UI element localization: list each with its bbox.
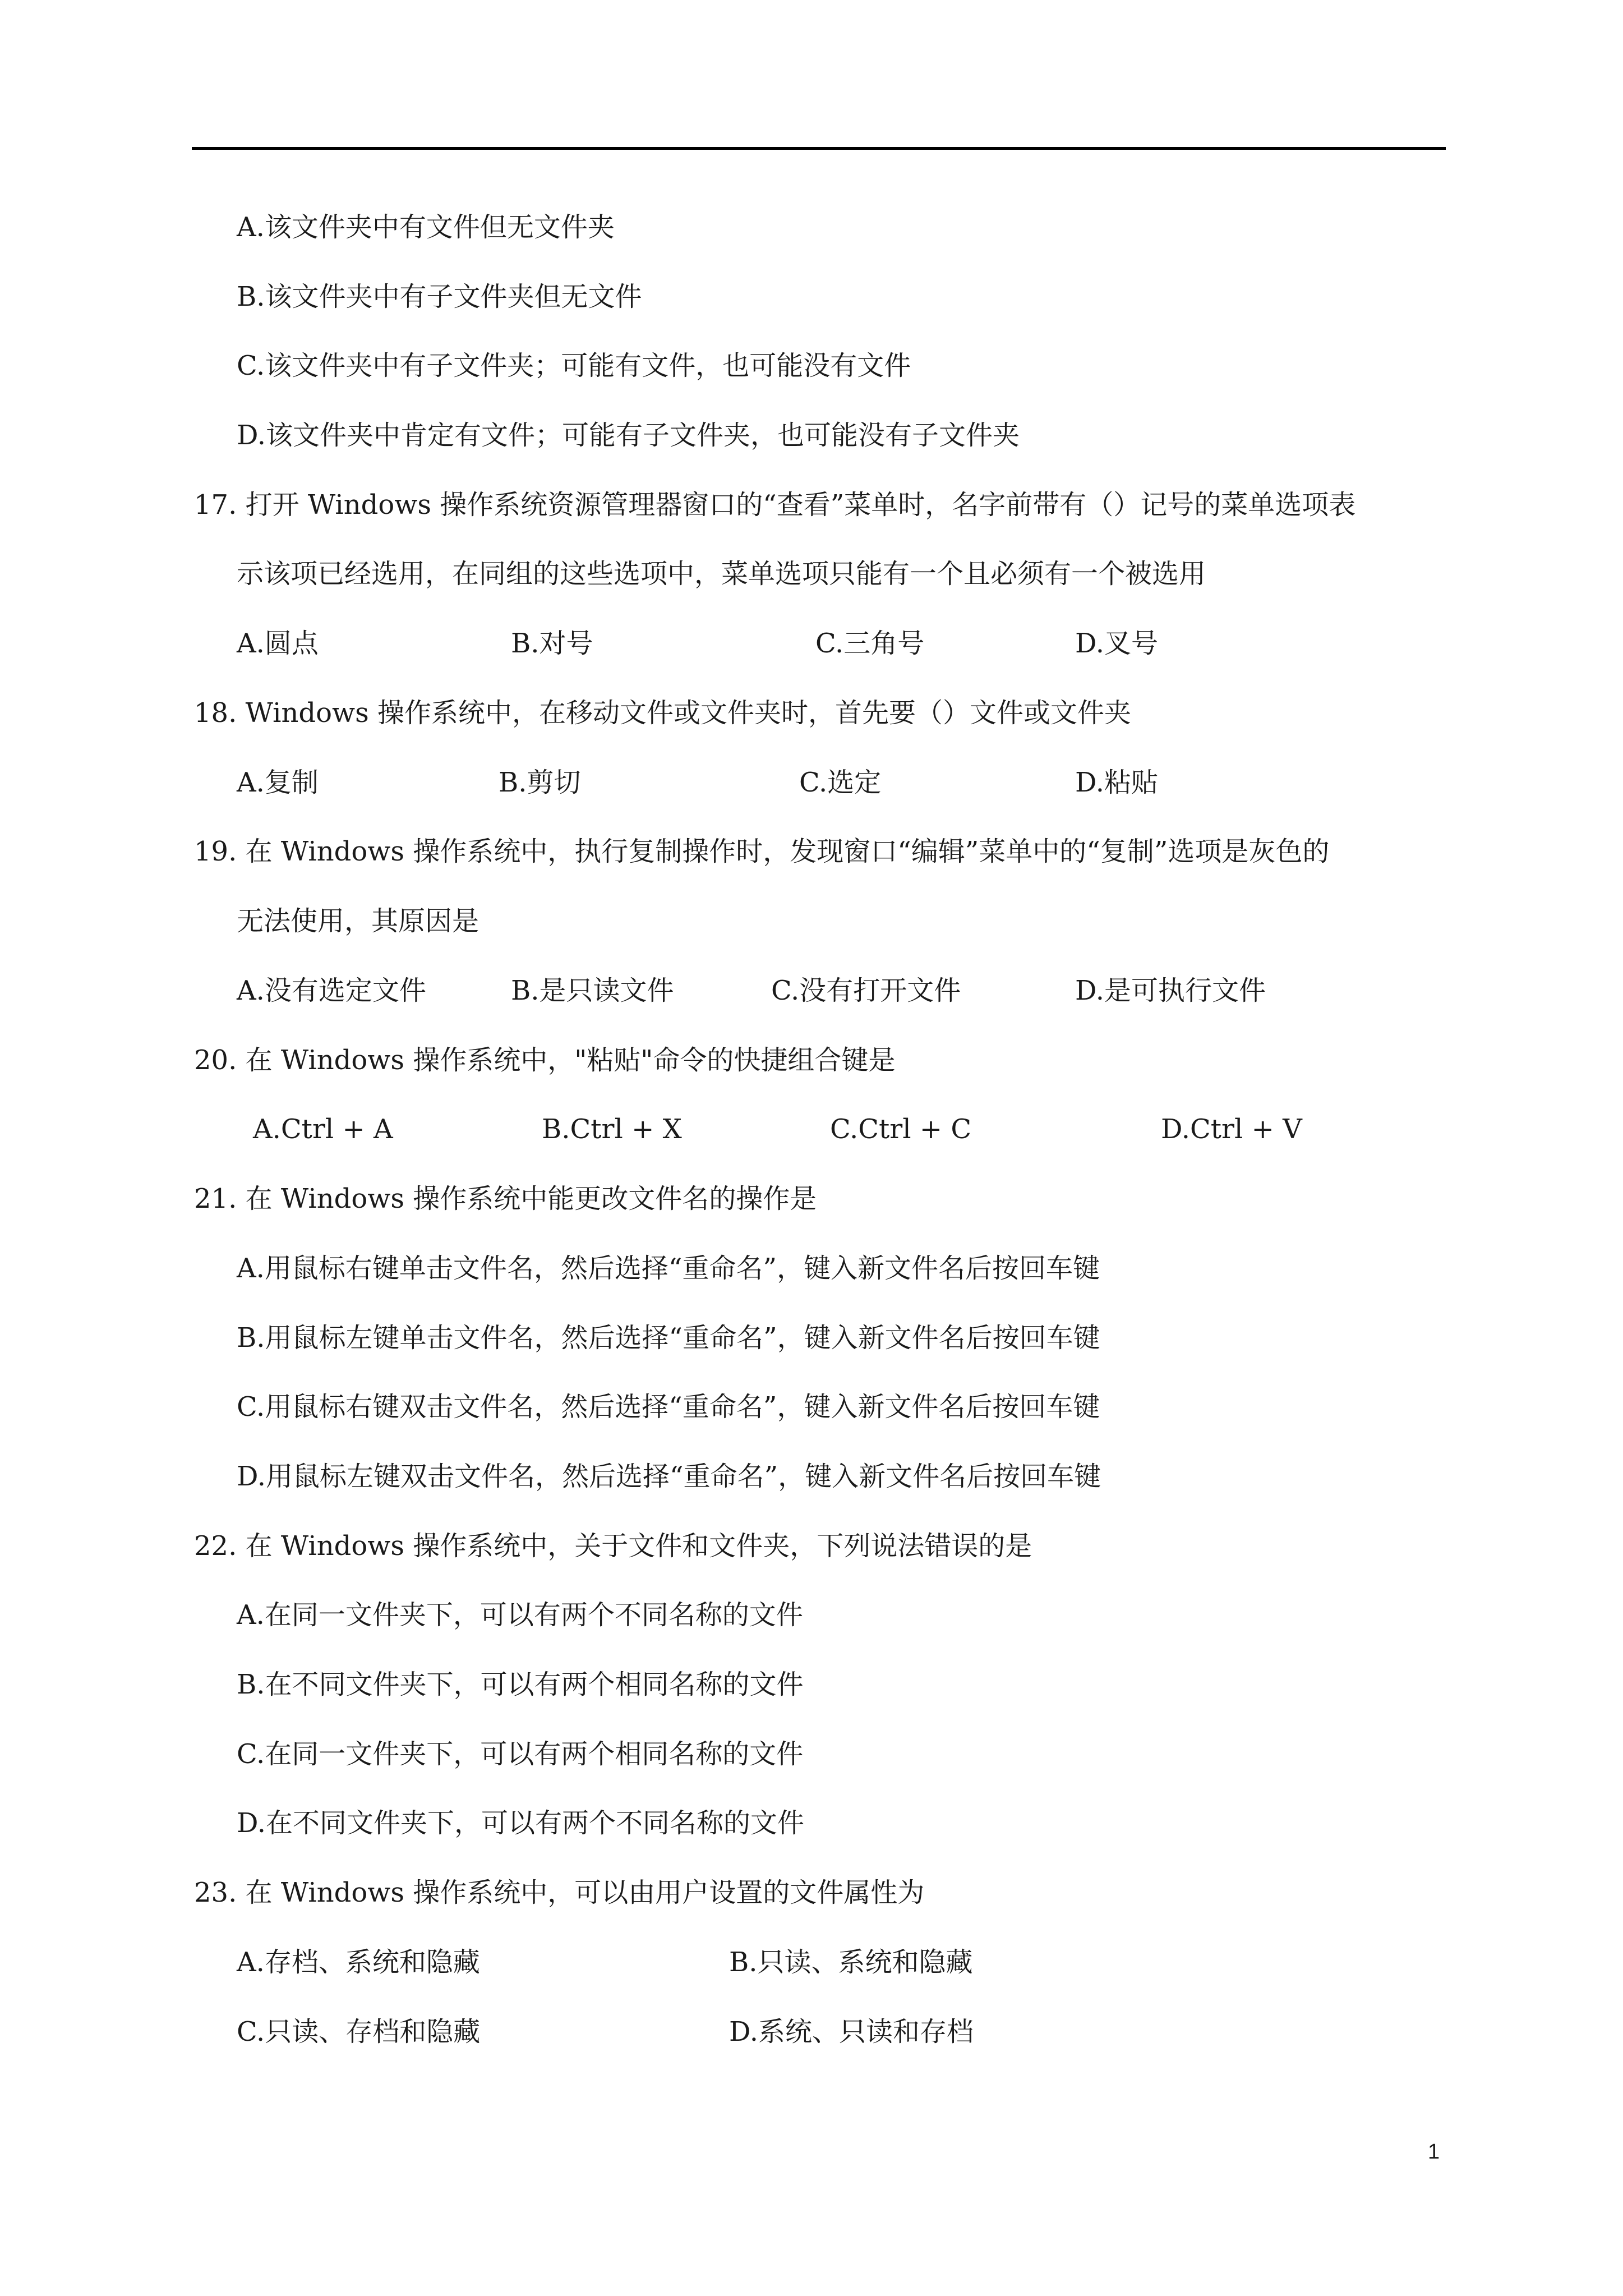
q19-option-b: B.是只读文件 — [511, 975, 674, 1006]
q23-option-c: C.只读、存档和隐藏 — [237, 2016, 481, 2047]
q22-option-d: D.在不同文件夹下，可以有两个不同名称的文件 — [237, 1807, 805, 1839]
q21-option-b: B.用鼠标左键单击文件名，然后选择“重命名”，键入新文件名后按回车键 — [237, 1322, 1100, 1354]
q16-option-b: B.该文件夹中有子文件夹但无文件 — [237, 281, 642, 312]
q17-stem-line1: 17. 打开 Windows 操作系统资源管理器窗口的“查看”菜单时，名字前带有（）记号的菜单选项表 — [194, 489, 1356, 521]
page-number: 1 — [1428, 2140, 1440, 2164]
q21-option-d: D.用鼠标左键双击文件名，然后选择“重命名”，键入新文件名后按回车键 — [237, 1461, 1101, 1492]
q18-option-d: D.粘贴 — [1075, 767, 1159, 798]
q18-option-b: B.剪切 — [499, 767, 581, 798]
q20-stem: 20. 在 Windows 操作系统中，"粘贴"命令的快捷组合键是 — [194, 1045, 896, 1076]
q16-option-d: D.该文件夹中肯定有文件；可能有子文件夹，也可能没有子文件夹 — [237, 420, 1020, 451]
q18-stem: 18. Windows 操作系统中，在移动文件或文件夹时，首先要（）文件或文件夹 — [194, 697, 1131, 729]
header-rule — [192, 147, 1446, 150]
q17-option-b: B.对号 — [511, 628, 593, 659]
q16-option-a: A.该文件夹中有文件但无文件夹 — [237, 211, 615, 243]
q23-option-b: B.只读、系统和隐藏 — [729, 1947, 973, 1978]
q20-option-d: D.Ctrl + V — [1161, 1114, 1302, 1145]
q21-option-c: C.用鼠标右键双击文件名，然后选择“重命名”，键入新文件名后按回车键 — [237, 1391, 1100, 1423]
q20-option-a: A.Ctrl + A — [253, 1114, 393, 1145]
q17-stem-line2: 示该项已经选用，在同组的这些选项中，菜单选项只能有一个且必须有一个被选用 — [237, 558, 1206, 590]
q19-option-a: A.没有选定文件 — [237, 975, 426, 1006]
q22-option-b: B.在不同文件夹下，可以有两个相同名称的文件 — [237, 1669, 804, 1700]
q17-option-d: D.叉号 — [1075, 628, 1159, 659]
q19-stem-line1: 19. 在 Windows 操作系统中，执行复制操作时，发现窗口“编辑”菜单中的“复制”选项是灰色的 — [194, 836, 1330, 867]
q23-option-d: D.系统、只读和存档 — [729, 2016, 974, 2047]
q23-stem: 23. 在 Windows 操作系统中，可以由用户设置的文件属性为 — [194, 1877, 925, 1908]
q22-option-a: A.在同一文件夹下，可以有两个不同名称的文件 — [237, 1599, 803, 1631]
q22-option-c: C.在同一文件夹下，可以有两个相同名称的文件 — [237, 1738, 804, 1770]
q23-option-a: A.存档、系统和隐藏 — [237, 1947, 480, 1978]
q16-option-c: C.该文件夹中有子文件夹；可能有文件，也可能没有文件 — [237, 350, 911, 381]
q21-stem: 21. 在 Windows 操作系统中能更改文件名的操作是 — [194, 1183, 817, 1214]
q22-stem: 22. 在 Windows 操作系统中，关于文件和文件夹，下列说法错误的是 — [194, 1530, 1032, 1562]
q17-option-a: A.圆点 — [237, 628, 319, 659]
q19-option-d: D.是可执行文件 — [1075, 975, 1266, 1006]
q18-option-a: A.复制 — [237, 767, 319, 798]
q19-option-c: C.没有打开文件 — [771, 975, 961, 1006]
q21-option-a: A.用鼠标右键单击文件名，然后选择“重命名”，键入新文件名后按回车键 — [237, 1253, 1100, 1284]
q18-option-c: C.选定 — [799, 767, 882, 798]
q20-option-c: C.Ctrl + C — [830, 1114, 972, 1145]
q20-option-b: B.Ctrl + X — [542, 1114, 682, 1145]
q17-option-c: C.三角号 — [815, 628, 925, 659]
q19-stem-line2: 无法使用，其原因是 — [237, 905, 479, 937]
